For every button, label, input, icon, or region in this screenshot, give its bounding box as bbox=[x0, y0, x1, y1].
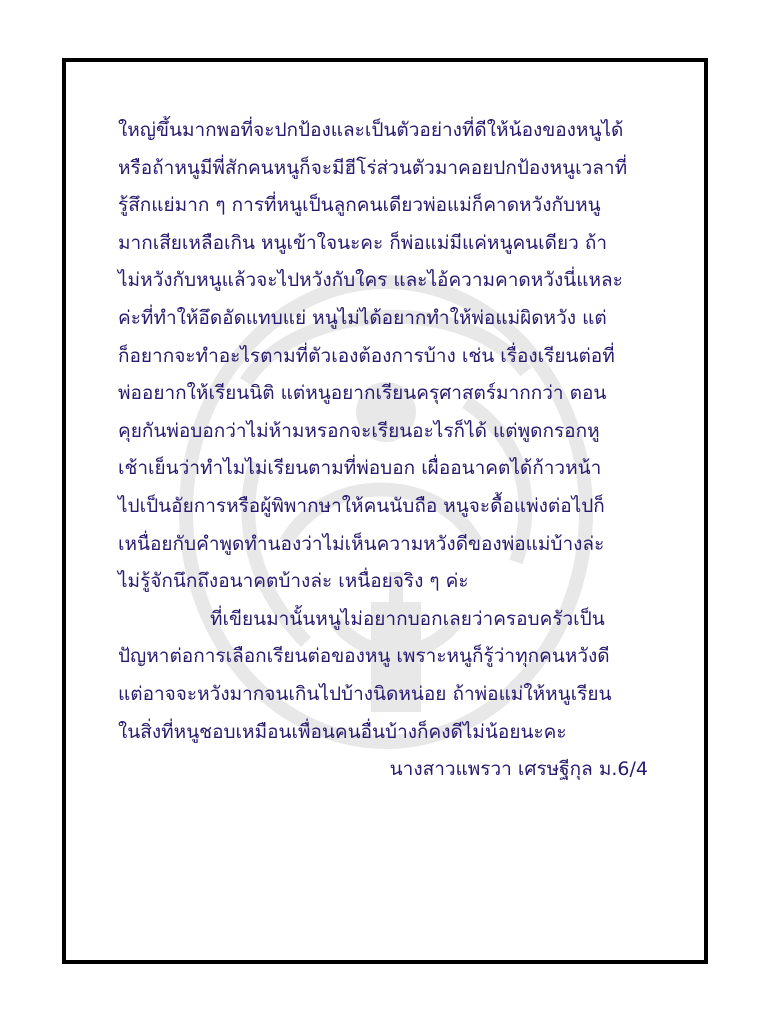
author-signature: นางสาวแพรวา เศรษฐีกุล ม.6/4 bbox=[389, 758, 648, 781]
document-frame bbox=[62, 58, 708, 964]
text-line: ใหญ่ขึ้นมากพอที่จะปกป้องและเป็นตัวอย่างที่ดีให้น้องของหนูได้ bbox=[118, 119, 624, 141]
letter-text bbox=[118, 112, 658, 789]
text-line: เช้าเย็นว่าทำไมไม่เรียนตามที่พ่อบอก เผื่ออนาคตได้ก้าวหน้า bbox=[118, 457, 602, 480]
text-line: เหนื่อยกับคำพูดทำนองว่าไม่เห็นความหวังดีของพ่อแม่บ้างล่ะ bbox=[118, 532, 605, 555]
text-line: ไม่รู้จักนึกถึงอนาคตบ้างล่ะ เหนื่อยจริง ๆ ค่ะ bbox=[118, 570, 469, 593]
text-line: ก็อยากจะทำอะไรตามที่ตัวเองต้องการบ้าง เช่น เรื่องเรียนต่อที่ bbox=[118, 344, 615, 367]
text-line: ไม่หวังกับหนูแล้วจะไปหวังกับใคร และไอ้ความคาดหวังนี่แหละ bbox=[118, 269, 623, 292]
text-line: พ่ออยากให้เรียนนิติ แต่หนูอยากเรียนครุศาสตร์มากกว่า ตอน bbox=[118, 382, 607, 405]
text-line: หรือถ้าหนูมีพี่สักคนหนูก็จะมีฮีโร่ส่วนตัวมาคอยปกป้องหนูเวลาที่ bbox=[118, 156, 628, 179]
text-line: รู้สึกแย่มาก ๆ การที่หนูเป็นลูกคนเดียวพ่อแม่ก็คาดหวังกับหนู bbox=[118, 194, 601, 217]
text-line: คุยกันพ่อบอกว่าไม่ห้ามหรอกจะเรียนอะไรก็ได้ แต่พูดกรอกหู bbox=[118, 419, 600, 442]
text-line: ปัญหาต่อการเลือกเรียนต่อของหนู เพราะหนูก็รู้ว่าทุกคนหวังดี bbox=[118, 645, 610, 668]
text-line: ไปเป็นอัยการหรือผู้พิพากษาให้คนนับถือ หนูจะดื้อแพ่งต่อไปก็ bbox=[118, 494, 605, 517]
text-line: มากเสียเหลือเกิน หนูเข้าใจนะคะ ก็พ่อแม่มีแค่หนูคนเดียว ถ้า bbox=[118, 231, 607, 254]
paragraph-first-line: ที่เขียนมานั้นหนูไม่อยากบอกเลยว่าครอบครัวเป็น bbox=[210, 607, 605, 630]
text-line: ในสิ่งที่หนูชอบเหมือนเพื่อนคนอื่นบ้างก็คงดีไม่น้อยนะคะ bbox=[118, 720, 567, 743]
text-line: แต่อาจจะหวังมากจนเกินไปบ้างนิดหน่อย ถ้าพ่อแม่ให้หนูเรียน bbox=[118, 682, 612, 705]
text-line: ค่ะที่ทำให้อึดอัดแทบแย่ หนูไม่ได้อยากทำให้พ่อแม่ผิดหวัง แต่ bbox=[118, 306, 607, 329]
